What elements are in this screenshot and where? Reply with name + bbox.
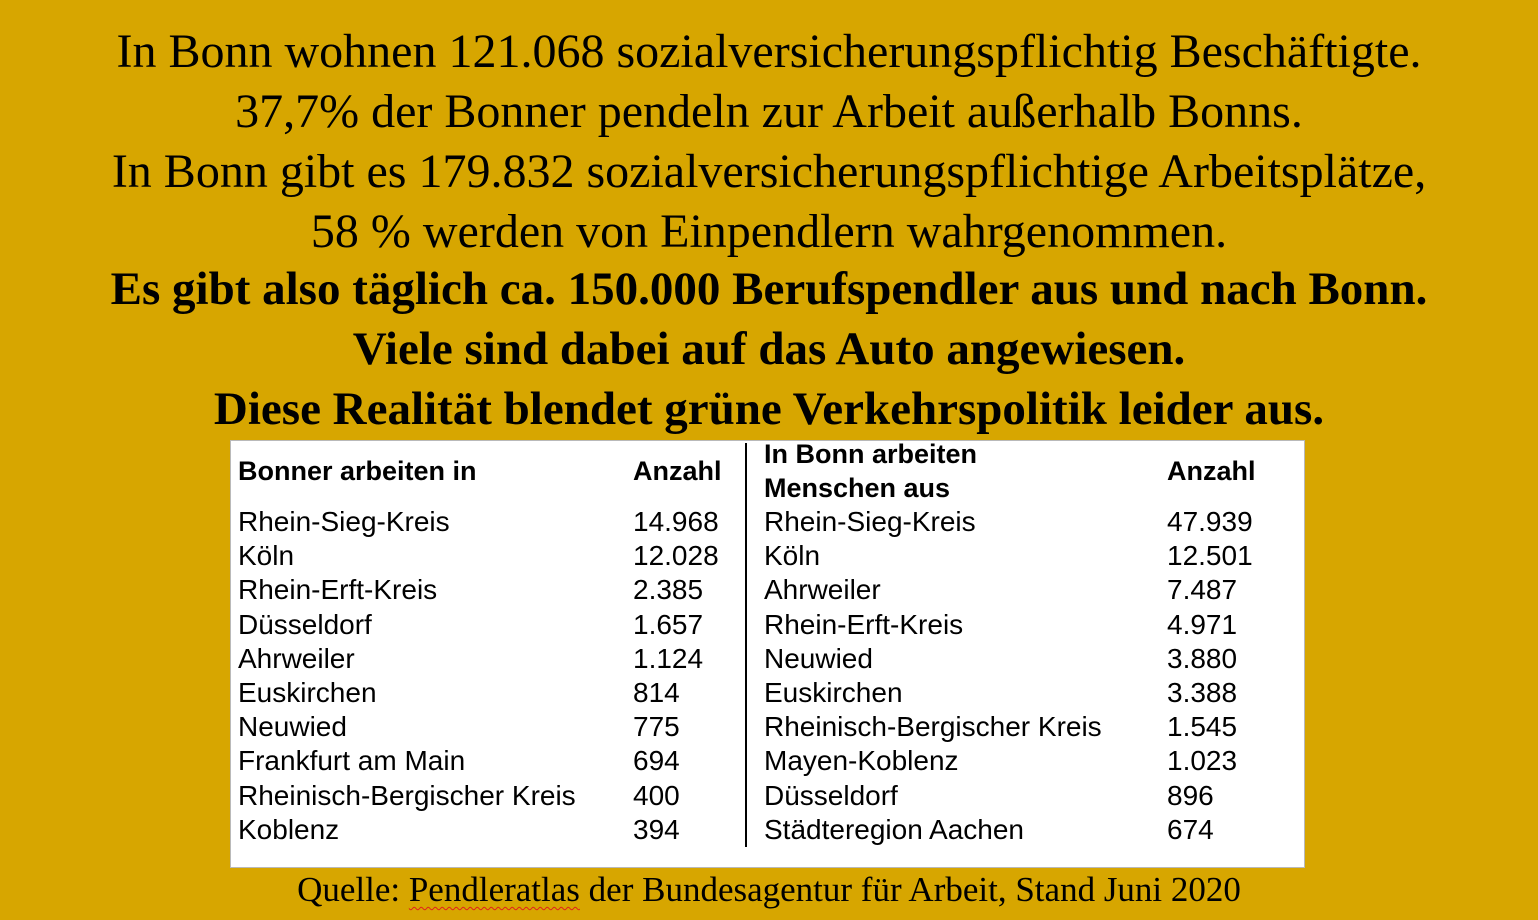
cell-in-count: 674 [1167,813,1214,845]
cell-in-count: 1.545 [1167,711,1238,743]
cell-out-place: Ahrweiler [238,642,355,674]
headline-line-2: 37,7% der Bonner pendeln zur Arbeit außerhalb Bonns. [235,85,1303,138]
cell-in-count: 12.501 [1167,540,1253,572]
cell-out-place: Köln [238,540,295,572]
cell-out-count: 1.657 [633,608,704,640]
headline-line-1: In Bonn wohnen 121.068 sozialversicherungspflichtig Beschäftigte. [116,25,1422,78]
cell-in-place: Düsseldorf [764,779,898,811]
cell-in-count: 7.487 [1167,574,1238,606]
cell-out-count: 400 [633,779,680,811]
headline-line-3: In Bonn gibt es 179.832 sozialversicherungspflichtige Arbeitsplätze, [111,145,1427,198]
cell-in-count: 1.023 [1167,745,1238,777]
cell-in-place: Rheinisch-Bergischer Kreis [764,711,1102,743]
cell-in-count: 3.880 [1167,642,1238,674]
cell-in-place: Rhein-Sieg-Kreis [764,506,976,537]
column-divider [745,443,747,847]
cell-out-place: Euskirchen [238,677,377,708]
headline-line-7: Diese Realität blendet grüne Verkehrspolitik leider aus. [213,383,1325,435]
cell-out-count: 12.028 [633,540,719,572]
header-out-place: Bonner arbeiten in [238,456,477,486]
header-out-count: Anzahl [633,456,722,486]
cell-in-count: 4.971 [1167,608,1238,640]
cell-in-place: Köln [764,540,821,572]
cell-out-count: 694 [633,745,680,777]
cell-out-place: Rhein-Erft-Kreis [238,574,438,606]
header-in-place-line2: Menschen aus [764,473,951,503]
cell-out-place: Neuwied [238,711,347,743]
cell-in-place: Rhein-Erft-Kreis [764,608,964,640]
cell-in-place: Euskirchen [764,677,903,708]
source-prefix: Quelle: [297,870,401,909]
header-in-count: Anzahl [1167,456,1256,486]
cell-out-place: Düsseldorf [238,608,372,640]
cell-out-place: Frankfurt am Main [238,745,466,777]
cell-in-place: Neuwied [764,642,873,674]
headline-line-4: 58 % werden von Einpendlern wahrgenommen. [310,205,1228,258]
cell-out-place: Koblenz [238,813,340,845]
source-rest: der Bundesagentur für Arbeit, Stand Juni 2020 [588,870,1241,909]
header-in-place-line1: In Bonn arbeiten [764,439,978,469]
headline-line-6: Viele sind dabei auf das Auto angewiesen. [352,323,1186,375]
cell-out-count: 1.124 [633,642,704,674]
cell-out-count: 394 [633,813,680,845]
cell-in-count: 47.939 [1167,506,1253,537]
source-note [0,870,1538,910]
cell-in-count: 896 [1167,779,1214,811]
cell-in-place: Ahrweiler [764,574,881,606]
cell-out-count: 814 [633,677,680,708]
commuter-table [230,440,1305,868]
cell-out-place: Rheinisch-Bergischer Kreis [238,779,576,811]
cell-in-count: 3.388 [1167,677,1238,708]
cell-out-count: 2.385 [633,574,704,606]
cell-out-count: 775 [633,711,680,743]
cell-in-place: Städteregion Aachen [764,813,1024,845]
source-name: Pendleratlas [408,870,580,909]
headline-line-5: Es gibt also täglich ca. 150.000 Berufspendler aus und nach Bonn. [110,263,1428,315]
cell-in-place: Mayen-Koblenz [764,745,959,777]
cell-out-count: 14.968 [633,506,719,537]
cell-out-place: Rhein-Sieg-Kreis [238,506,450,537]
